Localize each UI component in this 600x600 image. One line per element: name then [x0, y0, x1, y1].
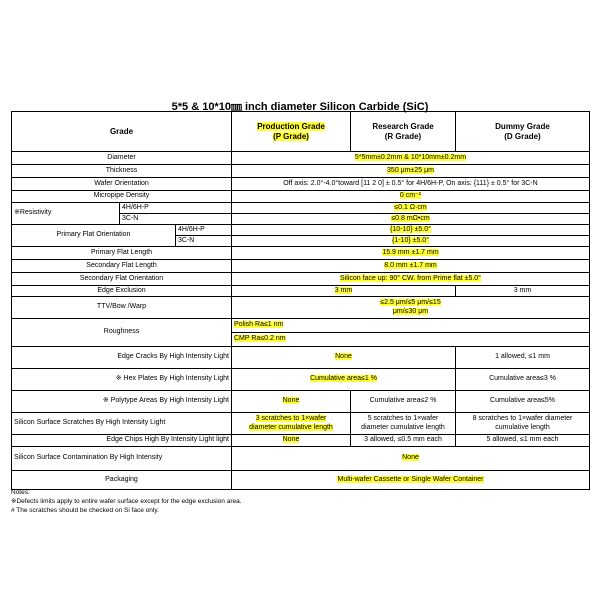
row-value-research: 5 scratches to 1×wafer diameter cumulative length: [351, 413, 456, 435]
row-value: Cumulative area≤1 %: [232, 369, 456, 391]
row-value: 0 cm⁻²: [232, 191, 590, 203]
document-title: 5*5 & 10*10㎜ inch diameter Silicon Carbide (SiC): [171, 101, 429, 113]
row-value: None: [232, 447, 590, 471]
table-row: [12, 273, 590, 286]
table-row: [12, 447, 590, 471]
row-value: Multi-wafer Cassette or Single Wafer Container: [232, 471, 590, 490]
row-value-production: None: [232, 435, 351, 447]
row-label: Silicon Surface Scratches By High Intensity Light: [12, 413, 232, 435]
row-sublabel: 3C-N: [120, 214, 232, 225]
dummy-grade-subtitle: (D Grade): [504, 131, 541, 141]
row-label: ※Resistivity: [12, 203, 120, 225]
row-value: ≤0.1 Ω·cm: [232, 203, 590, 214]
row-value-dummy: 5 allowed, ≤1 mm each: [456, 435, 590, 447]
row-value: 15.9 mm ±1.7 mm: [232, 247, 590, 260]
research-grade-header: [351, 112, 456, 152]
table-row: [12, 203, 590, 214]
row-value: ≤0.8 mΩ•cm: [232, 214, 590, 225]
row-label: Silicon Surface Contamination By High Intensity: [12, 447, 232, 471]
row-value-production: None: [232, 391, 351, 413]
note-line: # The scratches should be checked on Si face only.: [11, 506, 159, 514]
row-label: Primary Flat Orientation: [12, 225, 176, 247]
row-value: CMP Ra≤0.2 nm: [232, 333, 590, 347]
table-row: [12, 297, 590, 319]
row-label: Packaging: [12, 471, 232, 490]
row-label: Wafer Orientation: [12, 178, 232, 191]
production-grade-header: [232, 112, 351, 152]
row-value: {10-10} ±5.0°: [232, 225, 590, 236]
production-grade-title: Production Grade: [257, 122, 325, 132]
table-row: [12, 247, 590, 260]
dummy-grade-title: Dummy Grade: [495, 122, 550, 132]
row-value-dummy: Cumulative area≤3 %: [456, 369, 590, 391]
production-grade-subtitle: (P Grade): [273, 131, 309, 141]
row-label: Primary Flat Length: [12, 247, 232, 260]
row-label: Edge Cracks By High Intensity Light: [12, 347, 232, 369]
table-row: [12, 369, 590, 391]
row-label: Edge Exclusion: [12, 286, 232, 297]
row-value: ≤2.5 μm/≤5 μm/≤15 μm/≤30 μm: [232, 297, 590, 319]
row-value: 5*5mm±0.2mm & 10*10mm±0.2mm: [232, 152, 590, 165]
row-value-research: 3 allowed, ≤0.5 mm each: [351, 435, 456, 447]
row-value-dummy: 8 scratches to 1×wafer diameter cumulative length: [456, 413, 590, 435]
table-header-row: [12, 112, 590, 152]
row-label: Diameter: [12, 152, 232, 165]
row-value: {1-10} ±5.0°: [232, 236, 590, 247]
row-value: Off axis: 2.0°-4.0°toward [11 2 0] ± 0.5° for 4H/6H-P, On axis: {111} ± 0.5° for 3C-N: [232, 178, 590, 191]
table-row: [12, 286, 590, 297]
row-sublabel: 4H/6H-P: [120, 203, 232, 214]
research-grade-title: Research Grade: [372, 122, 434, 132]
grade-header: Grade: [12, 112, 232, 152]
row-sublabel: 3C-N: [176, 236, 232, 247]
row-label: Secondary Flat Length: [12, 260, 232, 273]
table-row: [12, 391, 590, 413]
row-label: ※ Hex Plates By High Intensity Light: [12, 369, 232, 391]
row-sublabel: 4H/6H-P: [176, 225, 232, 236]
row-label: ※ Polytype Areas By High Intensity Light: [12, 391, 232, 413]
notes-title: Notes:: [11, 489, 30, 496]
row-value-dummy: Cumulative area≤5%: [456, 391, 590, 413]
spec-table: [11, 111, 590, 490]
row-label: Thickness: [12, 165, 232, 178]
table-row: [12, 413, 590, 435]
row-label: TTV/Bow /Warp: [12, 297, 232, 319]
table-row: [12, 225, 590, 236]
row-value: Polish Ra≤1 nm: [232, 319, 590, 333]
row-label: Edge Chips High By Intensity Light light: [12, 435, 232, 447]
dummy-grade-header: [456, 112, 590, 152]
row-value-research: Cumulative area≤2 %: [351, 391, 456, 413]
row-label: Secondary Flat Orientation: [12, 273, 232, 286]
row-value: Silicon face up: 90° CW. from Prime flat ±5.0°: [232, 273, 590, 286]
row-value: 8.0 mm ±1.7 mm: [232, 260, 590, 273]
table-row: [12, 260, 590, 273]
table-row: [12, 152, 590, 165]
row-value-dummy: 3 mm: [456, 286, 590, 297]
row-label: Roughness: [12, 319, 232, 347]
notes-section: [11, 489, 242, 515]
row-value-production: 3 scratches to 1×wafer diameter cumulative length: [232, 413, 351, 435]
table-row: [12, 435, 590, 447]
table-row: [12, 178, 590, 191]
table-row: [12, 165, 590, 178]
table-row: [12, 347, 590, 369]
row-value: 3 mm: [232, 286, 456, 297]
table-row: [12, 471, 590, 490]
row-label: Micropipe Density: [12, 191, 232, 203]
note-line: ※Defects limits apply to entire wafer surface except for the edge exclusion area.: [11, 497, 242, 505]
research-grade-subtitle: (R Grade): [384, 131, 422, 141]
table-row: [12, 191, 590, 203]
table-row: [12, 319, 590, 333]
row-value: 350 μm±25 μm: [232, 165, 590, 178]
row-value: None: [232, 347, 456, 369]
row-value-dummy: 1 allowed, ≤1 mm: [456, 347, 590, 369]
